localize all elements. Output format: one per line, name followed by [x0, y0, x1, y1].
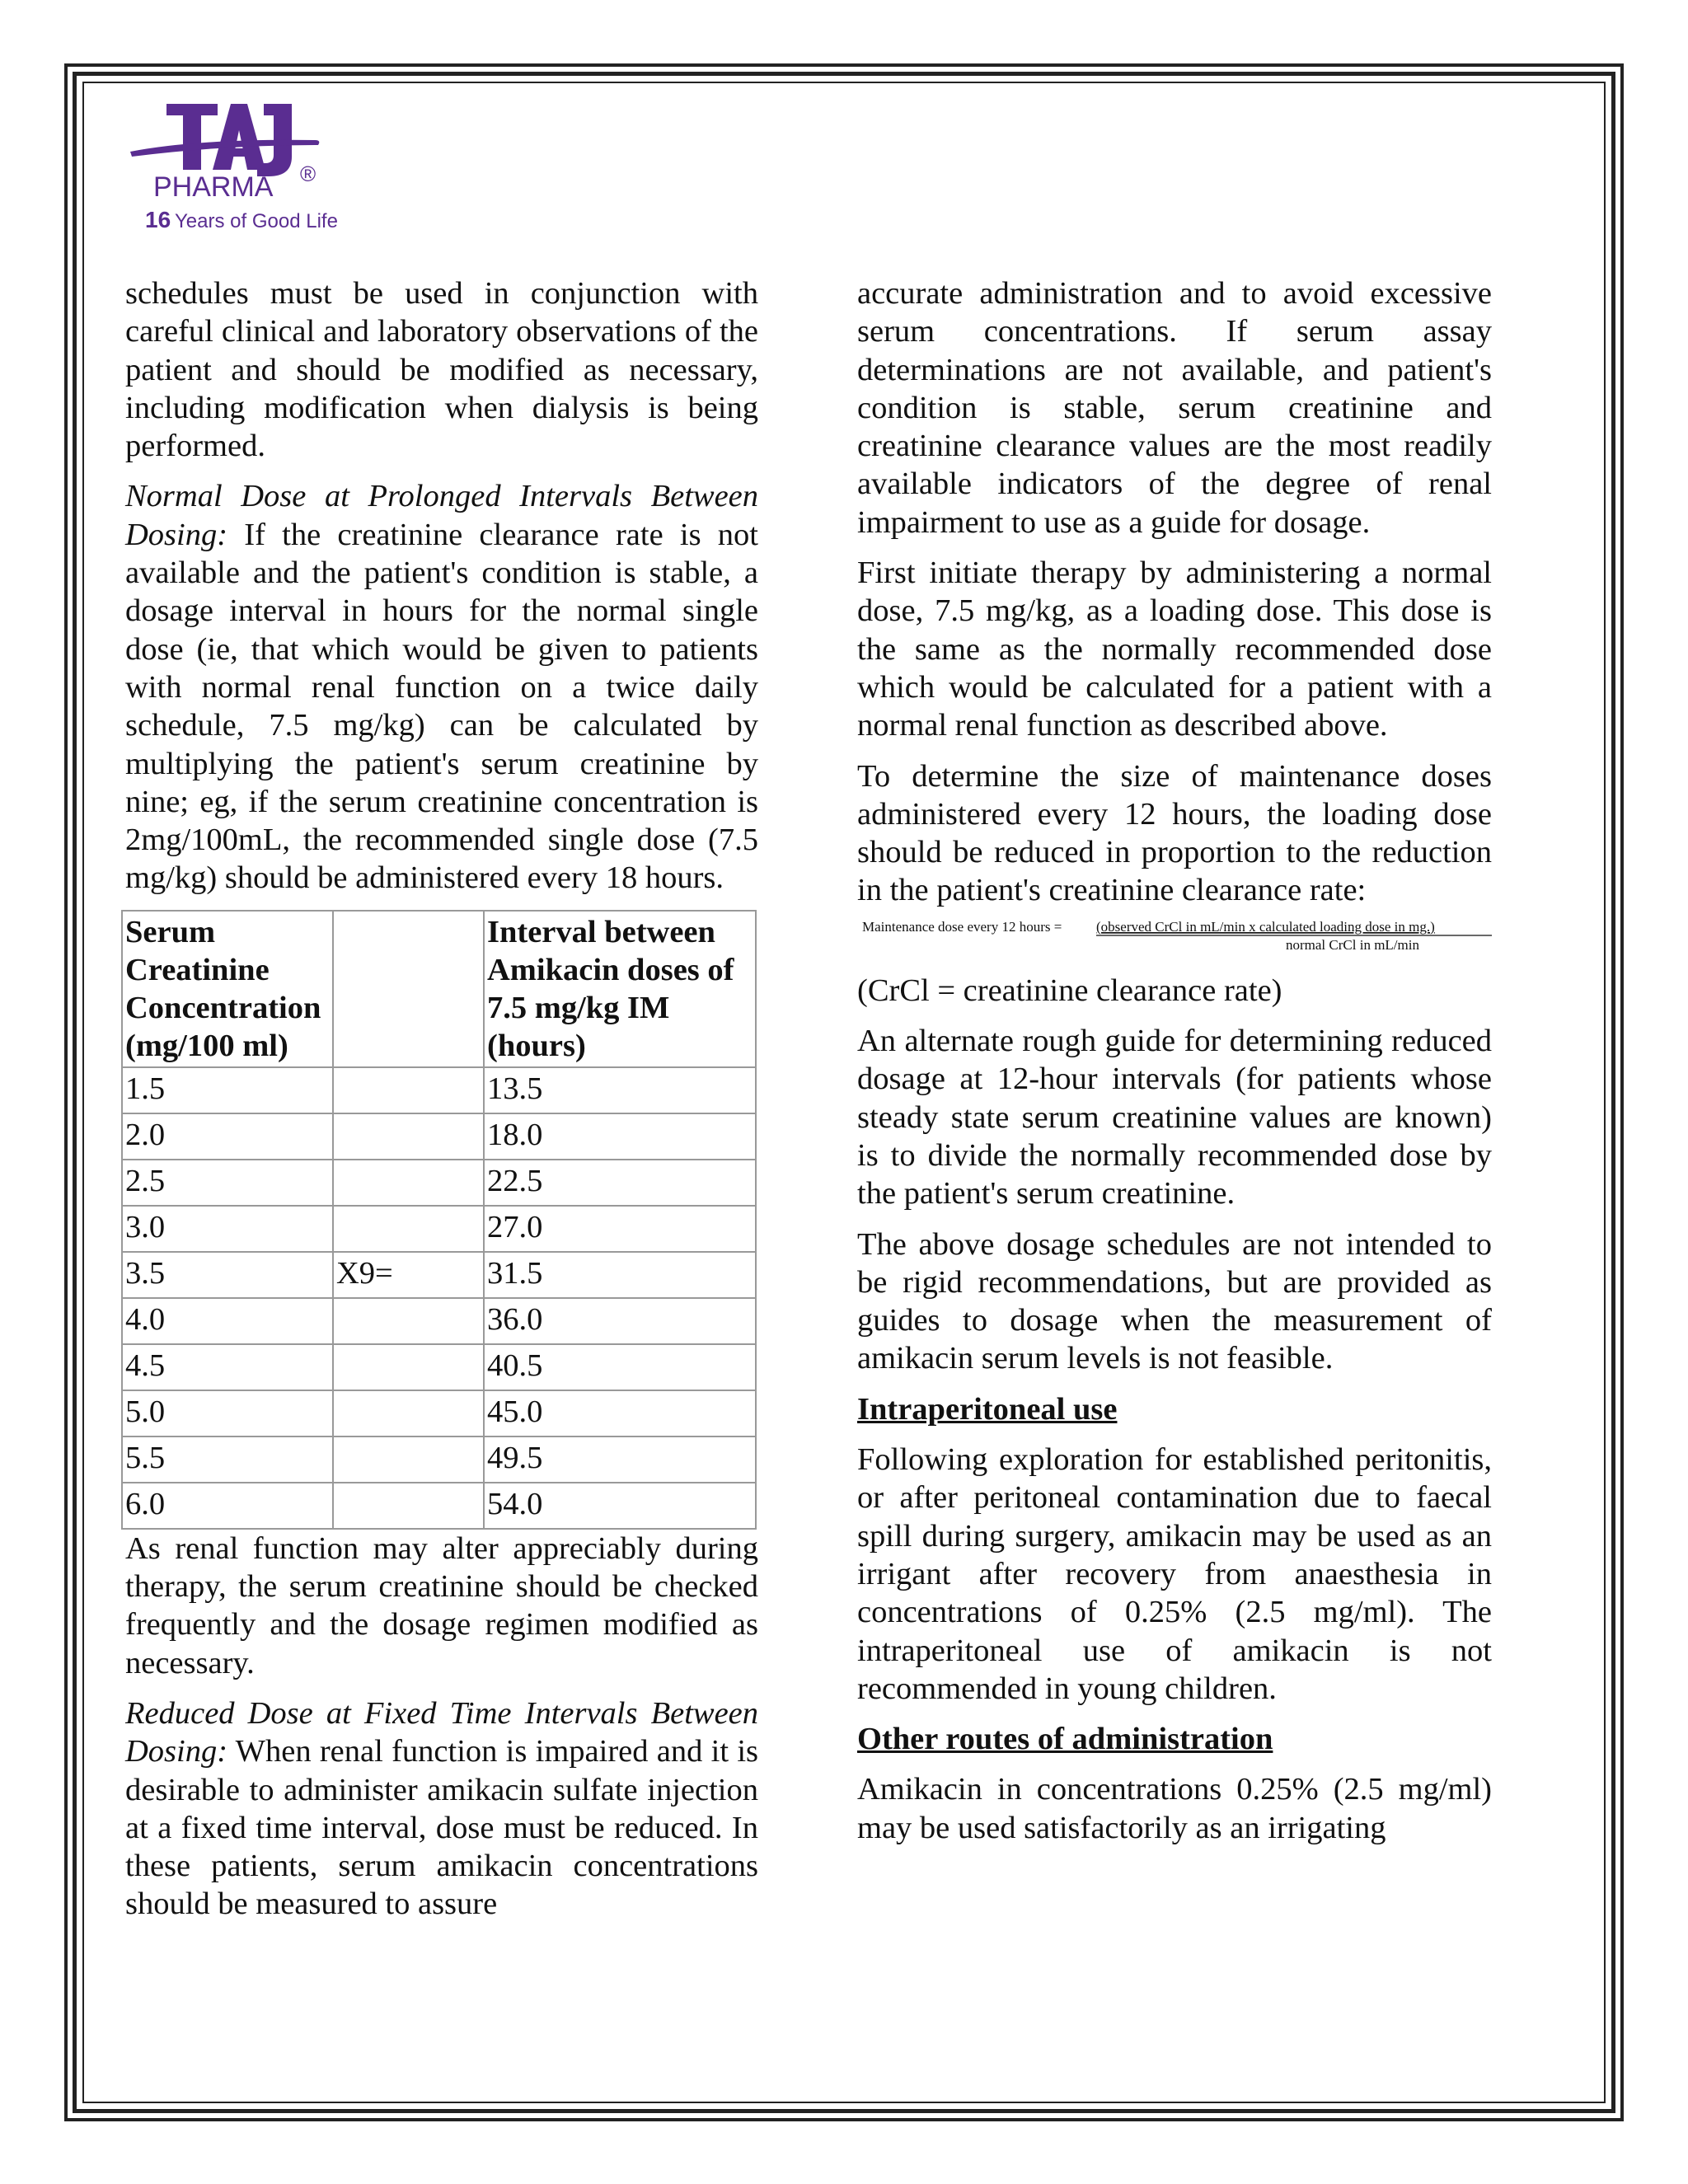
table-row [122, 1344, 756, 1390]
table-cell: 1.5 [122, 1067, 333, 1113]
table-cell [333, 1298, 484, 1344]
logo-tagline-text: Years of Good Life [175, 210, 338, 232]
section-heading-other-routes: Other routes of administration [857, 1722, 1273, 1757]
paragraph: The above dosage schedules are not intended to be rigid recommendations, but are provided as guides to dosage when the measurement of amikacin serum levels is not feasible. [857, 1226, 1492, 1376]
table-cell [333, 1436, 484, 1483]
table-cell: 18.0 [484, 1113, 756, 1160]
table-cell: 54.0 [484, 1483, 756, 1529]
table-row [122, 1206, 756, 1252]
paragraph: accurate administration and to avoid excessive serum concentrations. If serum assay determinations are not available, and patient's condition is stable, serum creatinine and creatinine clearance values are the most readily available indicators of the degree of renal impairment to use as a guide for dosage. [857, 276, 1492, 540]
table-row [122, 1298, 756, 1344]
logo-registered-mark: ® [300, 162, 316, 186]
table-cell: 5.5 [122, 1436, 333, 1483]
table-cell: 40.5 [484, 1344, 756, 1390]
italic-subheading: Normal Dose at Prolonged Intervals Between Dosing: [125, 479, 758, 552]
table-cell: 45.0 [484, 1390, 756, 1436]
table-row [122, 1483, 756, 1529]
logo-brand-text: PHARMA [153, 171, 274, 203]
table-header-cell: Serum Creatinine Concentration (mg/100 ml) [122, 911, 333, 1067]
formula-numerator: (observed CrCl in mL/min x calculated loading dose in mg.) [1096, 918, 1435, 935]
table-cell: 22.5 [484, 1160, 756, 1206]
table-cell [333, 1113, 484, 1160]
dosage-interval-table [121, 910, 757, 1530]
paragraph: schedules must be used in conjunction with careful clinical and laboratory observations of the patient and should be modified as necessary, including modification when dialysis is being performed. [125, 276, 758, 464]
table-cell [333, 1483, 484, 1529]
right-column [857, 274, 1492, 1859]
table-cell: 27.0 [484, 1206, 756, 1252]
table-cell: 2.5 [122, 1160, 333, 1206]
paragraph: Amikacin in concentrations 0.25% (2.5 mg/ml) may be used satisfactorily as an irrigating [857, 1772, 1492, 1845]
paragraph-text: If the creatinine clearance rate is not available and the patient's condition is stable, a dosage interval in hours for the normal single dose (ie, that which would be given to patients with normal renal function on a twice daily schedule, 7.5 mg/kg) can be calculated by multiplying the patient's serum creatinine by nine; eg, if the serum creatinine concentration is 2mg/100mL, the recommended single dose (7.5 mg/kg) should be administered every 18 hours. [125, 517, 758, 896]
paragraph: An alternate rough guide for determining reduced dosage at 12-hour intervals (for patients whose steady state serum creatinine values are known) is to divide the normally recommended dose by the patient's serum creatinine. [857, 1024, 1492, 1212]
table-cell: 3.5 [122, 1252, 333, 1298]
paragraph: (CrCl = creatinine clearance rate) [857, 972, 1282, 1008]
maintenance-dose-formula [857, 917, 1492, 954]
table-cell: 3.0 [122, 1206, 333, 1252]
table-row [122, 1160, 756, 1206]
table-header-cell: Interval between Amikacin doses of 7.5 mg/kg IM (hours) [484, 911, 756, 1067]
table-cell-multiplier: X9= [333, 1252, 484, 1298]
table-cell: 4.5 [122, 1344, 333, 1390]
table-cell [333, 1160, 484, 1206]
table-cell: 36.0 [484, 1298, 756, 1344]
table-row [122, 1252, 756, 1298]
paragraph: First initiate therapy by administering a normal dose, 7.5 mg/kg, as a loading dose. This dose is the same as the normally recommended dose which would be calculated for a patient with a normal renal function as described above. [857, 555, 1492, 743]
table-row [122, 1436, 756, 1483]
paragraph: To determine the size of maintenance doses administered every 12 hours, the loading dose should be reduced in proportion to the reduction in the patient's creatinine clearance rate: [857, 758, 1492, 908]
left-column [125, 274, 758, 1936]
table-row [122, 1067, 756, 1113]
logo-tagline-number: 16 [145, 207, 171, 232]
section-heading-intraperitoneal: Intraperitoneal use [857, 1391, 1118, 1427]
paragraph: Following exploration for established peritonitis, or after peritoneal contamination due to faecal spill during surgery, amikacin may be used as an irrigant after recovery from anaesthesia in concentrations of 0.25% (2.5 mg/ml). The intraperitoneal use of amikacin is not recommended in young children. [857, 1442, 1492, 1706]
paragraph [125, 477, 758, 897]
table-cell: 2.0 [122, 1113, 333, 1160]
table-cell [333, 1206, 484, 1252]
taj-pharma-logo [124, 97, 363, 246]
table-cell: 49.5 [484, 1436, 756, 1483]
paragraph-text: When renal function is impaired and it is desirable to administer amikacin sulfate injection at a fixed time interval, dose must be reduced. In these patients, serum amikacin concentrations should be measured to assure [125, 1734, 758, 1922]
paragraph: As renal function may alter appreciably during therapy, the serum creatinine should be checked frequently and the dosage regimen modified as necessary. [125, 1530, 758, 1680]
table-cell [333, 1067, 484, 1113]
table-header-row [122, 911, 756, 1067]
table-header-cell [333, 911, 484, 1067]
formula-denominator: normal CrCl in mL/min [1286, 936, 1419, 953]
table-cell: 5.0 [122, 1390, 333, 1436]
table-cell: 13.5 [484, 1067, 756, 1113]
table-cell: 4.0 [122, 1298, 333, 1344]
italic-subheading: Reduced Dose at Fixed Time Intervals Between Dosing: [125, 1695, 758, 1769]
table-cell: 31.5 [484, 1252, 756, 1298]
table-cell: 6.0 [122, 1483, 333, 1529]
paragraph [125, 1694, 758, 1924]
formula-label: Maintenance dose every 12 hours = [862, 918, 1062, 935]
table-cell [333, 1390, 484, 1436]
table-row [122, 1113, 756, 1160]
table-row [122, 1390, 756, 1436]
table-cell [333, 1344, 484, 1390]
